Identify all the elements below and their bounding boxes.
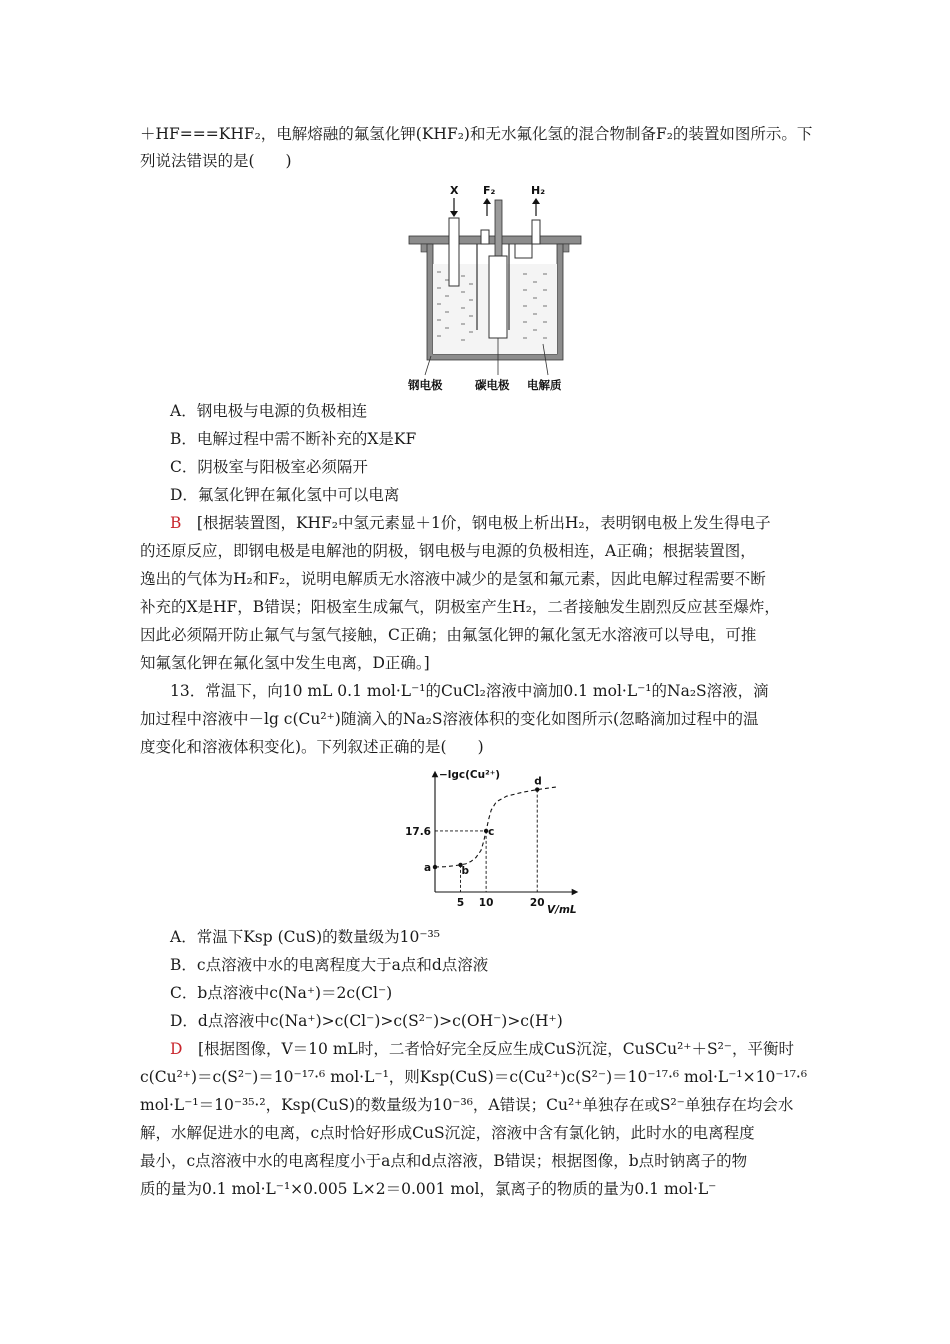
label-carbon-electrode: 碳电极	[475, 378, 510, 392]
electrolysis-apparatus-figure	[405, 180, 585, 395]
q12-explanation-line-2: 的还原反应，即钢电极是电解池的阴极，钢电极与电源的负极相连，A正确；根据装置图，	[140, 542, 756, 560]
x-tick-10: 10	[478, 897, 494, 909]
q12-option-a: A．钢电极与电源的负极相连	[170, 402, 368, 420]
x-axis-label: V/mL	[547, 904, 577, 916]
q12-explanation-line-3: 逸出的气体为H₂和F₂，说明电解质无水溶液中减少的是氢和氟元素，因此电解过程需要不断	[140, 570, 766, 588]
y-axis-label: −lgc(Cu²⁺)	[439, 769, 501, 781]
q13-explanation-line-5: 最小，c点溶液中水的电离程度小于a点和d点溶液，B错误；根据图像，b点时钠离子的物	[140, 1152, 748, 1170]
q13-option-d: D．d点溶液中c(Na⁺)>c(Cl⁻)>c(S²⁻)>c(OH⁻)>c(H⁺)	[170, 1012, 563, 1030]
q12-intro-line-1: ＋HF===KHF₂，电解熔融的氟氢化钾(KHF₂)和无水氟化氢的混合物制备F₂的装置如图所示。下	[140, 125, 813, 143]
q13-stem-line-2: 加过程中溶液中－lg c(Cu²⁺)随滴入的Na₂S溶液体积的变化如图所示(忽略滴加过程中的温	[140, 710, 759, 728]
q12-answer-letter: B	[170, 514, 182, 532]
point-label-b: b	[461, 864, 470, 877]
label-f2: F₂	[483, 184, 496, 197]
q12-option-c: C．阴极室与阳极室必须隔开	[170, 458, 368, 476]
q13-option-c: C．b点溶液中c(Na⁺)＝2c(Cl⁻)	[170, 984, 393, 1002]
label-steel-electrode: 钢电极	[408, 378, 443, 392]
q12-explanation-text: [根据装置图，KHF₂中氢元素显＋1价，钢电极上析出H₂，表明钢电极上发生得电子	[181, 514, 771, 532]
q12-explanation-line-1	[170, 512, 771, 534]
q13-option-a: A．常温下Ksp (CuS)的数量级为10⁻³⁵	[170, 928, 440, 946]
label-x: X	[450, 184, 459, 197]
q12-explanation-line-5: 因此必须隔开防止氟气与氢气接触，C正确；由氟氢化钾的氟化氢无水溶液可以导电，可推	[140, 626, 757, 644]
q13-answer-letter: D	[170, 1040, 183, 1058]
q13-explanation-line-6: 质的量为0.1 mol·L⁻¹×0.005 L×2＝0.001 mol，氯离子的物质的量为0.1 mol·L⁻	[140, 1180, 717, 1198]
q13-stem-line-3: 度变化和溶液体积变化)。下列叙述正确的是( )	[140, 738, 484, 756]
x-tick-5: 5	[456, 897, 465, 909]
q12-option-d: D．氟氢化钾在氟化氢中可以电离	[170, 486, 400, 504]
point-label-a: a	[424, 862, 432, 875]
q12-option-b: B．电解过程中需不断补充的X是KF	[170, 430, 417, 448]
q13-option-b: B．c点溶液中水的电离程度大于a点和d点溶液	[170, 956, 489, 974]
q12-intro-line-2: 列说法错误的是( )	[140, 152, 292, 170]
label-h2: H₂	[531, 184, 546, 197]
q12-explanation-line-6: 知氟氢化钾在氟化氢中发生电离，D正确。]	[140, 654, 430, 672]
x-tick-20: 20	[529, 897, 545, 909]
point-a	[433, 865, 437, 869]
cu-titration-chart	[395, 766, 585, 918]
q13-explanation-text: [根据图像，V＝10 mL时，二者恰好完全反应生成CuS沉淀，CuSCu²⁺＋S²⁻，平衡时	[182, 1040, 794, 1058]
q13-explanation-line-3: mol·L⁻¹＝10⁻³⁵·²，Ksp(CuS)的数量级为10⁻³⁶，A错误；Cu²⁺单独存在或S²⁻单独存在均会水	[140, 1096, 794, 1114]
series-curve	[435, 787, 558, 867]
q13-explanation-line-1	[170, 1038, 794, 1060]
q13-explanation-line-4: 解，水解促进水的电离，c点时恰好形成CuS沉淀，溶液中含有氯化钠，此时水的电离程度	[140, 1124, 755, 1142]
q13-stem-line-1: 13．常温下，向10 mL 0.1 mol·L⁻¹的CuCl₂溶液中滴加0.1 mol·L⁻¹的Na₂S溶液，滴	[170, 682, 769, 700]
q13-explanation-line-2: c(Cu²⁺)＝c(S²⁻)＝10⁻¹⁷·⁶ mol·L⁻¹，则Ksp(CuS)＝c(Cu²⁺)c(S²⁻)＝10⁻¹⁷·⁶ mol·L⁻¹×10⁻¹⁷·⁶	[140, 1068, 808, 1086]
q12-explanation-line-4: 补充的X是HF，B错误；阳极室生成氟气，阴极室产生H₂，二者接触发生剧烈反应甚至爆炸，	[140, 598, 780, 616]
y-tick-17.6: 17.6	[405, 825, 431, 838]
point-label-c: c	[488, 825, 495, 838]
point-label-d: d	[534, 775, 542, 788]
label-electrolyte: 电解质	[527, 378, 562, 392]
